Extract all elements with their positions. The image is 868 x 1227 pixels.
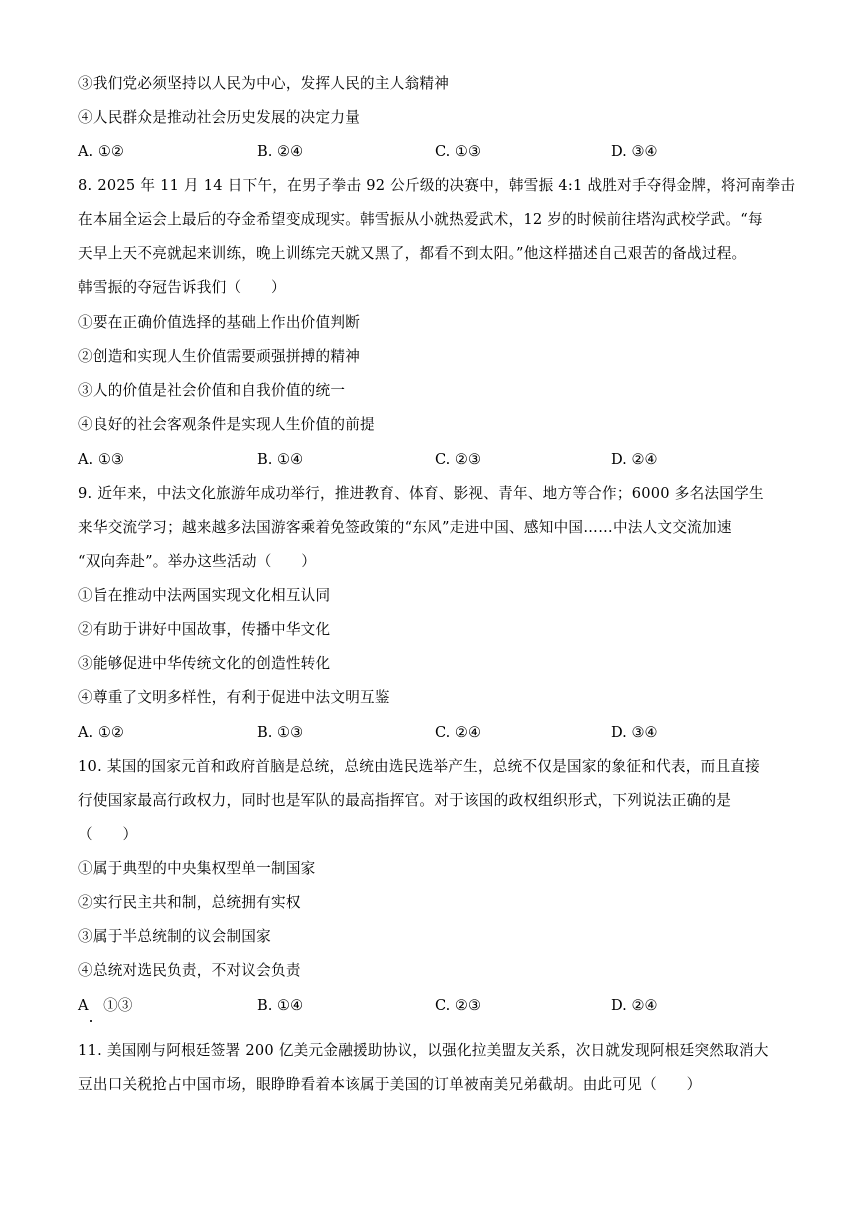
question-8-stem: 8. 2025 年 11 月 14 日下午，在男子拳击 92 公斤级的决赛中，韩雪振 4:1 战胜对手夺得金牌，将河南拳击	[78, 177, 796, 194]
question-8-stem: 天早上天不亮就起来训练，晚上训练完天就又黑了，都看不到太阳。”他这样描述自己艰苦的备战过程。	[78, 245, 747, 262]
option-c: C. ②③	[435, 997, 482, 1014]
question-8-stem: 韩雪振的夺冠告诉我们（ ）	[78, 279, 286, 296]
statement: ②实行民主共和制，总统拥有实权	[78, 894, 301, 911]
question-9-stem: 9. 近年来，中法文化旅游年成功举行，推进教育、体育、影视、青年、地方等合作；6000 多名法国学生	[78, 485, 764, 502]
statement: ③属于半总统制的议会制国家	[78, 928, 271, 945]
answer-options	[78, 450, 790, 470]
option-d: D. ②④	[611, 997, 658, 1014]
question-11-stem: 11. 美国刚与阿根廷签署 200 亿美元金融援助协议，以强化拉美盟友关系，次日就发现阿根廷突然取消大	[78, 1042, 769, 1059]
question-9-stem: “双向奔赴”。举办这些活动（ ）	[78, 553, 317, 570]
question-10-stem: （ ）	[78, 826, 138, 843]
statement: ④良好的社会客观条件是实现人生价值的前提	[78, 416, 375, 433]
stray-dot	[90, 1020, 92, 1022]
question-10-stem: 行使国家最高行政权力，同时也是军队的最高指挥官。对于该国的政权组织形式，下列说法正确的是	[78, 792, 732, 809]
option-d: D. ②④	[611, 451, 658, 468]
option-c: C. ②③	[435, 451, 482, 468]
statement: ④总统对选民负责，不对议会负责	[78, 962, 301, 979]
answer-options	[78, 142, 790, 162]
statement: ③能够促进中华传统文化的创造性转化	[78, 655, 331, 672]
option-b: B. ①③	[257, 724, 304, 741]
option-c: C. ①③	[435, 143, 482, 160]
statement: ③人的价值是社会价值和自我价值的统一	[78, 382, 346, 399]
question-10-stem: 10. 某国的国家元首和政府首脑是总统，总统由选民选举产生，总统不仅是国家的象征和代表，而且直接	[78, 758, 760, 775]
option-a: A ①③	[78, 997, 133, 1014]
option-d: D. ③④	[611, 143, 658, 160]
option-c: C. ②④	[435, 724, 482, 741]
option-b: B. ①④	[257, 451, 304, 468]
option-a: A. ①②	[78, 143, 124, 160]
statement: ②有助于讲好中国故事，传播中华文化	[78, 621, 331, 638]
option-a: A. ①②	[78, 724, 124, 741]
statement: ①要在正确价值选择的基础上作出价值判断	[78, 314, 361, 331]
statement: ①属于典型的中央集权型单一制国家	[78, 860, 316, 877]
answer-options	[78, 723, 790, 743]
option-b: B. ②④	[257, 143, 304, 160]
question-11-stem: 豆出口关税抢占中国市场，眼睁睁看着本该属于美国的订单被南美兄弟截胡。由此可见（ ）	[78, 1076, 702, 1093]
statement: ③我们党必须坚持以人民为中心，发挥人民的主人翁精神	[78, 75, 450, 92]
option-b: B. ①④	[257, 997, 304, 1014]
answer-options	[78, 996, 790, 1016]
statement: ①旨在推动中法两国实现文化相互认同	[78, 587, 331, 604]
option-d: D. ③④	[611, 724, 658, 741]
question-8-stem: 在本届全运会上最后的夺金希望变成现实。韩雪振从小就热爱武术，12 岁的时候前往塔沟武校学武。“每	[78, 211, 763, 228]
statement: ④人民群众是推动社会历史发展的决定力量	[78, 109, 361, 126]
statement: ④尊重了文明多样性，有利于促进中法文明互鉴	[78, 689, 390, 706]
statement: ②创造和实现人生价值需要顽强拼搏的精神	[78, 348, 361, 365]
option-a: A. ①③	[78, 451, 124, 468]
question-9-stem: 来华交流学习；越来越多法国游客乘着免签政策的“东风”走进中国、感知中国……中法人文交流加速	[78, 519, 732, 536]
